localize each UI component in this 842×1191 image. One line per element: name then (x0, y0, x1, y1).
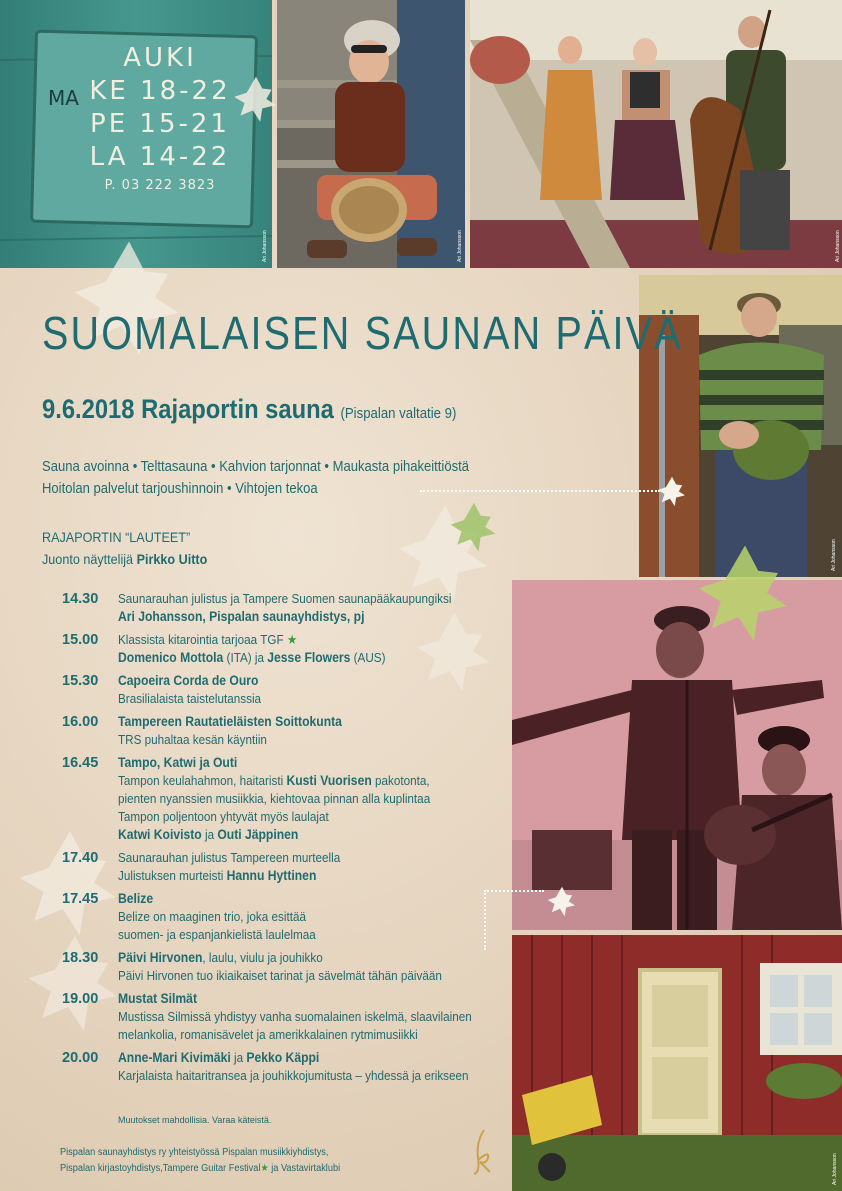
desc-text: Tampon keulahahmon, haitaristi (118, 773, 287, 788)
program-item (62, 949, 522, 985)
host-line (42, 548, 207, 570)
program-item (62, 713, 522, 749)
performer-name: Tampo, Katwi ja Outi (118, 755, 238, 770)
event-date-venue (42, 394, 456, 425)
sign-phone: P. 03 222 3823 (104, 178, 216, 193)
program-item (62, 849, 522, 885)
performer-name: Kusti Vuorisen (286, 773, 372, 788)
star-icon: ★ (286, 632, 298, 647)
performer-name: Belize (118, 891, 154, 906)
performer-name: Mustat Silmät (118, 991, 197, 1006)
program-desc (118, 849, 340, 885)
desc-name: Ari Johansson, Pispalan saunayhdistys, pj (118, 609, 365, 624)
sign-wed: KE 18-22 (89, 76, 231, 106)
desc-line: Tampon poljentoon yhtyvät myös laulajat (118, 809, 329, 824)
desc-text: ja (201, 827, 218, 842)
leaf-green-icon (690, 540, 800, 650)
date-venue-main: 9.6.2018 Rajaportin sauna (42, 394, 334, 424)
host-prefix: Juonto näyttelijä (42, 551, 137, 567)
performer-name: Domenico Mottola (118, 650, 224, 665)
footer-organizers (60, 1145, 340, 1177)
footer-line: Pispalan saunayhdistys ry yhteistyössä Pispalan musiikkiyhdistys, (60, 1147, 329, 1158)
program-desc (118, 672, 261, 708)
performer-name: Katwi Koivisto (118, 827, 202, 842)
leaf-green-icon (446, 500, 502, 556)
photo-musicians (470, 0, 842, 268)
desc-line: suomen- ja espanjankielistä laulelmaa (118, 927, 316, 942)
performer-name: Päivi Hirvonen (118, 950, 203, 965)
photo-credit: Ari Johansson (831, 539, 837, 571)
leaf-decor-icon (545, 885, 579, 919)
desc-line: Saunarauhan julistus ja Tampere Suomen saunapääkaupungiksi (118, 591, 452, 606)
desc-line: Karjalaista haitaritransea ja jouhikkojumitusta – yhdessä ja erikseen (118, 1068, 469, 1083)
services-list (42, 456, 469, 500)
performer-name: Pekko Käppi (246, 1050, 320, 1065)
leaf-decor-icon (655, 475, 689, 509)
program-desc (118, 1049, 469, 1085)
photo-credit: Ari Johansson (262, 230, 268, 262)
program-desc (118, 631, 385, 667)
program-desc (118, 890, 316, 944)
desc-line: melankolia, romanisävelet ja amerikkalainen rytmimusiikki (118, 1027, 418, 1042)
sign-side-text: MA (48, 86, 79, 110)
program-time: 17.45 (62, 891, 99, 907)
performer-name: Anne-Mari Kivimäki (118, 1050, 231, 1065)
program-schedule (62, 590, 522, 1090)
program-item (62, 990, 522, 1044)
program-desc (118, 590, 451, 626)
photo-credit: Ari Johansson (457, 230, 463, 262)
leaf-decor-icon (230, 60, 282, 140)
desc-text: pakotonta, (371, 773, 430, 788)
desc-line: Saunarauhan julistus Tampereen murteella (118, 850, 341, 865)
desc-line: Päivi Hirvonen tuo ikiaikaiset tarinat ja sävelmät tähän päivään (118, 968, 442, 983)
performer-name: Tampereen Rautatieläisten Soittokunta (118, 714, 342, 729)
desc-line: pienten nyanssien musiikkia, kiehtovaa pinnan alla kuplintaa (118, 791, 431, 806)
desc-text: ja (230, 1050, 247, 1065)
desc-text: , laulu, viulu ja jouhikko (202, 950, 323, 965)
program-time: 15.00 (62, 632, 99, 648)
page-title: SUOMALAISEN SAUNAN PÄIVÄ (42, 307, 683, 359)
desc-text: Julistuksen murteisti (118, 868, 227, 883)
performer-name: Hannu Hyttinen (226, 868, 317, 883)
sign-sat: LA 14-22 (89, 142, 231, 172)
lauteet-heading: RAJAPORTIN “LAUTEET” (42, 529, 191, 545)
footer-line: Pispalan kirjastoyhdistys,Tampere Guitar Festival (60, 1163, 261, 1174)
lauteet-section (42, 526, 207, 570)
services-line: Sauna avoinna • Telttasauna • Kahvion tarjonnat • Maukasta pihakeittiöstä (42, 459, 469, 475)
sign-fri: PE 15-21 (90, 109, 230, 139)
venue-address: (Pispalan valtatie 9) (340, 405, 457, 422)
program-desc (118, 949, 442, 985)
program-item (62, 590, 522, 626)
program-item (62, 672, 522, 708)
program-desc (118, 713, 342, 749)
program-time: 19.00 (62, 991, 99, 1007)
photo-credit: Ari Johansson (835, 230, 841, 262)
star-icon: ★ (260, 1163, 269, 1174)
desc-line: Brasilialaista taistelutanssia (118, 691, 262, 706)
performer-name: Outi Jäppinen (217, 827, 299, 842)
desc-line: Belize on maaginen trio, joka esittää (118, 909, 306, 924)
desc-text: (ITA) ja (223, 650, 268, 665)
k-logo-icon (468, 1128, 496, 1176)
program-desc (118, 990, 472, 1044)
changes-note: Muutokset mahdollisia. Varaa käteistä. (118, 1115, 272, 1125)
photo-credit: Ari Johansson (832, 1153, 838, 1185)
photo-child-drum (277, 0, 465, 268)
program-time: 20.00 (62, 1050, 99, 1066)
desc-line: Mustissa Silmissä yhdistyy vanha suomalainen iskelmä, slaavilainen (118, 1009, 472, 1024)
sign-auki: AUKI (123, 43, 197, 73)
program-desc (118, 754, 430, 844)
program-time: 16.45 (62, 755, 99, 771)
footer-line: ja Vastavirtaklubi (268, 1163, 341, 1174)
program-time: 17.40 (62, 850, 99, 866)
services-line: Hoitolan palvelut tarjoushinnoin • Vihtojen tekoa (42, 481, 318, 497)
program-time: 14.30 (62, 591, 99, 607)
performer-name: Capoeira Corda de Ouro (118, 673, 259, 688)
program-item (62, 631, 522, 667)
desc-line: Klassista kitarointia tarjoaa TGF (118, 632, 284, 647)
program-item (62, 1049, 522, 1085)
host-name: Pirkko Uitto (136, 551, 208, 567)
program-time: 16.00 (62, 714, 99, 730)
desc-text: (AUS) (350, 650, 386, 665)
program-time: 18.30 (62, 950, 99, 966)
program-item (62, 754, 522, 844)
program-time: 15.30 (62, 673, 99, 689)
program-item (62, 890, 522, 944)
performer-name: Jesse Flowers (267, 650, 351, 665)
photo-sauna-building (512, 935, 842, 1191)
desc-line: TRS puhaltaa kesän käyntiin (118, 732, 267, 747)
